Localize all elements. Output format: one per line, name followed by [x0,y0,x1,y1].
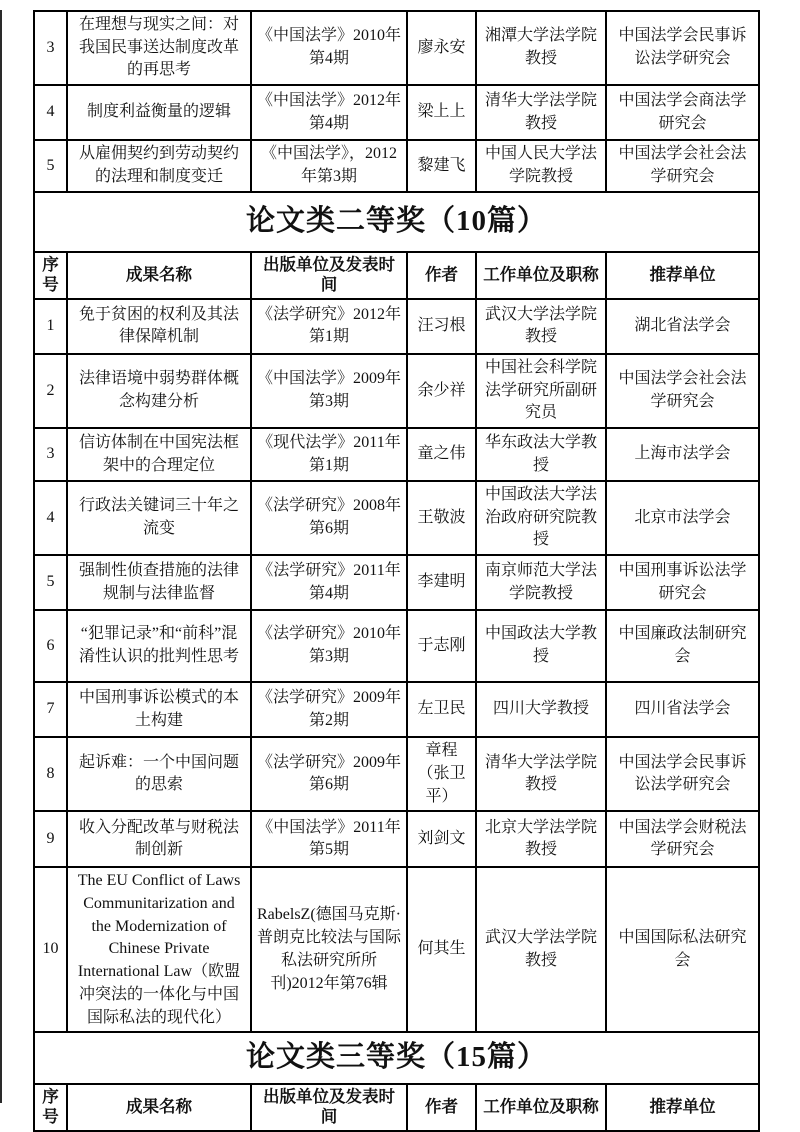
cell-publication: 《法学研究》2009年第2期 [251,682,407,737]
cell-affiliation: 南京师范大学法学院教授 [476,555,606,610]
award-table [33,10,760,1132]
cell-serial: 10 [34,867,67,1032]
table-row [34,85,759,140]
cell-publication: 《法学研究》2012年第1期 [251,299,407,354]
cell-author: 王敬波 [407,481,476,555]
cell-serial: 8 [34,737,67,811]
cell-recommender: 中国法学会财税法学研究会 [606,811,759,867]
table-row [34,11,759,85]
table-row [34,428,759,481]
cell-title: The EU Conflict of Laws Communitarization and the Modernization of Chinese Private International Law（欧盟冲突法的一体化与中国国际私法的现代化） [67,867,251,1032]
cell-serial: 4 [34,85,67,140]
cell-publication: 《中国法学》2011年第5期 [251,811,407,867]
cell-author: 黎建飞 [407,140,476,191]
cell-recommender: 中国国际私法研究会 [606,867,759,1032]
table-row [34,811,759,867]
cell-recommender: 中国法学会民事诉讼法学研究会 [606,737,759,811]
table-row [34,682,759,737]
cell-affiliation: 中国人民大学法学院教授 [476,140,606,191]
cell-affiliation: 中国政法大学教授 [476,610,606,682]
cell-serial: 4 [34,481,67,555]
cell-affiliation: 中国政法大学法治政府研究院教授 [476,481,606,555]
cell-title: 起诉难：一个中国问题的思索 [67,737,251,811]
cell-title: 收入分配改革与财税法制创新 [67,811,251,867]
cell-publication: 《中国法学》，2012年第3期 [251,140,407,191]
cell-recommender: 中国法学会民事诉讼法学研究会 [606,11,759,85]
cell-affiliation: 华东政法大学教授 [476,428,606,481]
cell-serial: 6 [34,610,67,682]
cell-author: 汪习根 [407,299,476,354]
cell-serial: 2 [34,354,67,428]
cell-publication: 《法学研究》2009年第6期 [251,737,407,811]
cell-title: 制度利益衡量的逻辑 [67,85,251,140]
cell-publication: 《现代法学》2011年第1期 [251,428,407,481]
cell-affiliation: 清华大学法学院教授 [476,85,606,140]
cell-affiliation: 武汉大学法学院教授 [476,867,606,1032]
section-title-second-prize: 论文类二等奖（10篇） [34,192,759,252]
cell-publication: 《中国法学》2009年第3期 [251,354,407,428]
cell-publication: 《法学研究》2010年第3期 [251,610,407,682]
cell-title: 强制性侦查措施的法律规制与法律监督 [67,555,251,610]
cell-author: 余少祥 [407,354,476,428]
cell-author: 童之伟 [407,428,476,481]
column-header-title: 成果名称 [67,252,251,299]
cell-recommender: 中国法学会社会法学研究会 [606,140,759,191]
cell-author: 刘剑文 [407,811,476,867]
scan-page-edge-artifact [0,10,2,1103]
cell-author: 廖永安 [407,11,476,85]
cell-author: 章程（张卫平） [407,737,476,811]
cell-affiliation: 武汉大学法学院教授 [476,299,606,354]
cell-publication: 《中国法学》2010年第4期 [251,11,407,85]
cell-title: 免于贫困的权利及其法律保障机制 [67,299,251,354]
column-header-title: 成果名称 [67,1084,251,1131]
cell-author: 何其生 [407,867,476,1032]
cell-recommender: 北京市法学会 [606,481,759,555]
column-header-author: 作者 [407,252,476,299]
scanned-document-page [0,10,800,1127]
column-header-author: 作者 [407,1084,476,1131]
column-header-recommender: 推荐单位 [606,1084,759,1131]
table-header-row [34,1084,759,1131]
cell-recommender: 中国刑事诉讼法学研究会 [606,555,759,610]
cell-publication: 《法学研究》2008年第6期 [251,481,407,555]
cell-affiliation: 中国社会科学院法学研究所副研究员 [476,354,606,428]
cell-serial: 5 [34,140,67,191]
column-header-serial: 序号 [34,1084,67,1131]
column-header-publication: 出版单位及发表时间 [251,252,407,299]
table-header-row [34,252,759,299]
table-row [34,867,759,1032]
cell-publication: 《法学研究》2011年第4期 [251,555,407,610]
column-header-publication: 出版单位及发表时间 [251,1084,407,1131]
cell-affiliation: 湘潭大学法学院教授 [476,11,606,85]
cell-recommender: 中国法学会商法学研究会 [606,85,759,140]
cell-serial: 3 [34,428,67,481]
cell-serial: 5 [34,555,67,610]
cell-affiliation: 北京大学法学院教授 [476,811,606,867]
table-row [34,140,759,191]
table-row [34,737,759,811]
cell-affiliation: 四川大学教授 [476,682,606,737]
cell-author: 左卫民 [407,682,476,737]
section-title-third-prize: 论文类三等奖（15篇） [34,1032,759,1083]
cell-affiliation: 清华大学法学院教授 [476,737,606,811]
table-row [34,299,759,354]
section-row-third-prize [34,1032,759,1083]
cell-author: 梁上上 [407,85,476,140]
cell-publication: 《中国法学》2012年第4期 [251,85,407,140]
cell-recommender: 中国廉政法制研究会 [606,610,759,682]
table-row [34,354,759,428]
cell-serial: 9 [34,811,67,867]
column-header-affiliation: 工作单位及职称 [476,252,606,299]
cell-recommender: 湖北省法学会 [606,299,759,354]
cell-title: 法律语境中弱势群体概念构建分析 [67,354,251,428]
table-row [34,610,759,682]
cell-title: 信访体制在中国宪法框架中的合理定位 [67,428,251,481]
cell-title: 在理想与现实之间：对我国民事送达制度改革的再思考 [67,11,251,85]
cell-author: 于志刚 [407,610,476,682]
cell-recommender: 上海市法学会 [606,428,759,481]
cell-serial: 3 [34,11,67,85]
cell-title: 从雇佣契约到劳动契约的法理和制度变迁 [67,140,251,191]
table-row [34,555,759,610]
cell-recommender: 中国法学会社会法学研究会 [606,354,759,428]
cell-recommender: 四川省法学会 [606,682,759,737]
cell-serial: 7 [34,682,67,737]
cell-title: 行政法关键词三十年之流变 [67,481,251,555]
column-header-serial: 序号 [34,252,67,299]
section-row-second-prize [34,192,759,252]
table-row [34,481,759,555]
cell-serial: 1 [34,299,67,354]
cell-publication: RabelsZ(德国马克斯·普朗克比较法与国际私法研究所所刊)2012年第76辑 [251,867,407,1032]
column-header-recommender: 推荐单位 [606,252,759,299]
cell-author: 李建明 [407,555,476,610]
cell-title: 中国刑事诉讼模式的本土构建 [67,682,251,737]
cell-title: “犯罪记录”和“前科”混淆性认识的批判性思考 [67,610,251,682]
column-header-affiliation: 工作单位及职称 [476,1084,606,1131]
